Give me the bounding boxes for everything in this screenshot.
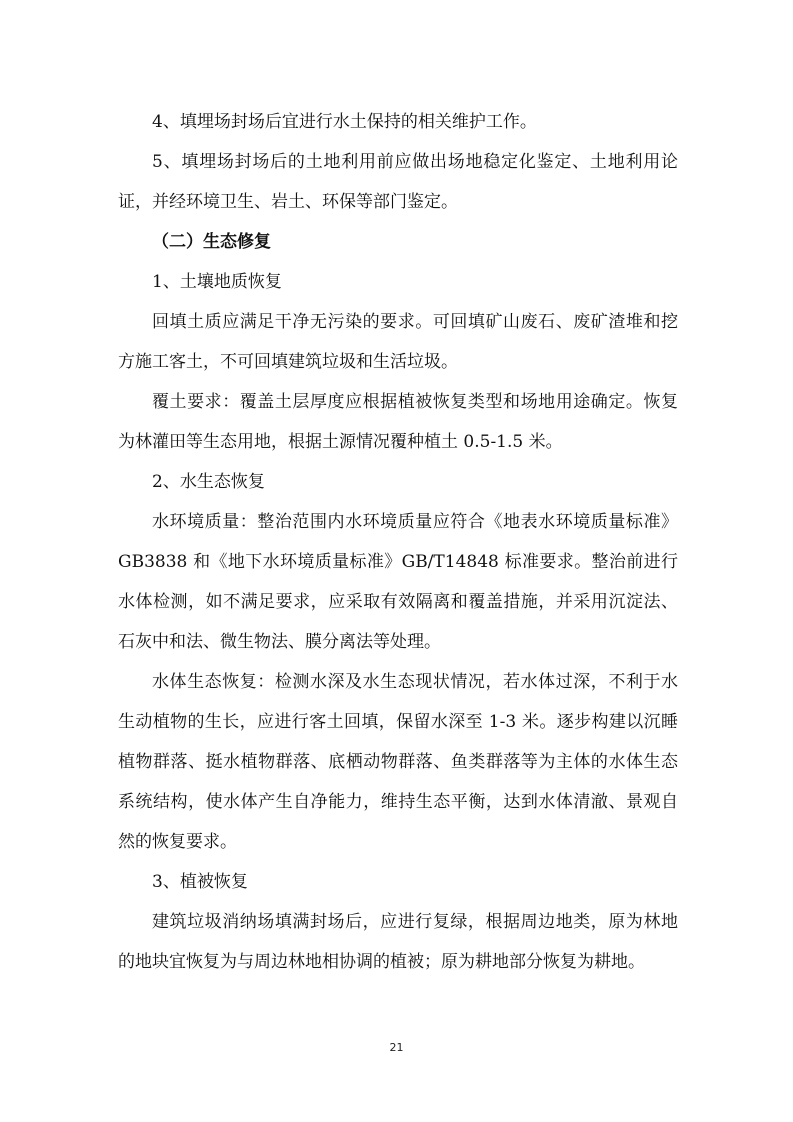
subheading-soil-geology: 1、土壤地质恢复 <box>152 272 282 292</box>
paragraph-item-4: 4、填埋场封场后宜进行水土保持的相关维护工作。 <box>152 112 537 132</box>
paragraph-vegetation-restoration: 建筑垃圾消纳场填满封场后，应进行复绿，根据周边地类，原为林地的地块宜恢复为与周边林地相协调的植被；原为耕地部分恢复为耕地。 <box>118 912 678 972</box>
subheading-vegetation: 3、植被恢复 <box>152 872 248 892</box>
subheading-water-ecology: 2、水生态恢复 <box>152 472 265 492</box>
paragraph-water-ecology-restoration: 水体生态恢复：检测水深及水生态现状情况，若水体过深，不利于水生动植物的生长，应进行客土回填，保留水深至 1-3 米。逐步构建以沉睡植物群落、挺水植物群落、底栖动物群落、鱼类群落等为主体的水体生态系统结构，使水体产生自净能力，维持生态平衡，达到水体清澈、景观自然的恢复要求。 <box>118 672 678 852</box>
paragraph-water-quality: 水环境质量：整治范围内水环境质量应符合《地表水环境质量标准》GB3838 和《地下水环境质量标准》GB/T14848 标准要求。整治前进行水体检测，如不满足要求，应采取有效隔离和覆盖措施，并采用沉淀法、石灰中和法、微生物法、膜分离法等处理。 <box>118 512 678 652</box>
body-text <box>118 102 678 982</box>
paragraph-cover-soil: 覆土要求：覆盖土层厚度应根据植被恢复类型和场地用途确定。恢复为林灌田等生态用地，根据土源情况覆种植土 0.5-1.5 米。 <box>118 392 678 452</box>
paragraph-backfill-soil: 回填土质应满足干净无污染的要求。可回填矿山废石、废矿渣堆和挖方施工客土，不可回填建筑垃圾和生活垃圾。 <box>118 312 678 372</box>
page-number: 21 <box>389 1041 404 1054</box>
paragraph-item-5: 5、填埋场封场后的土地利用前应做出场地稳定化鉴定、土地利用论证，并经环境卫生、岩土、环保等部门鉴定。 <box>118 152 678 212</box>
section-heading-ecological-restoration: （二）生态修复 <box>152 232 271 252</box>
